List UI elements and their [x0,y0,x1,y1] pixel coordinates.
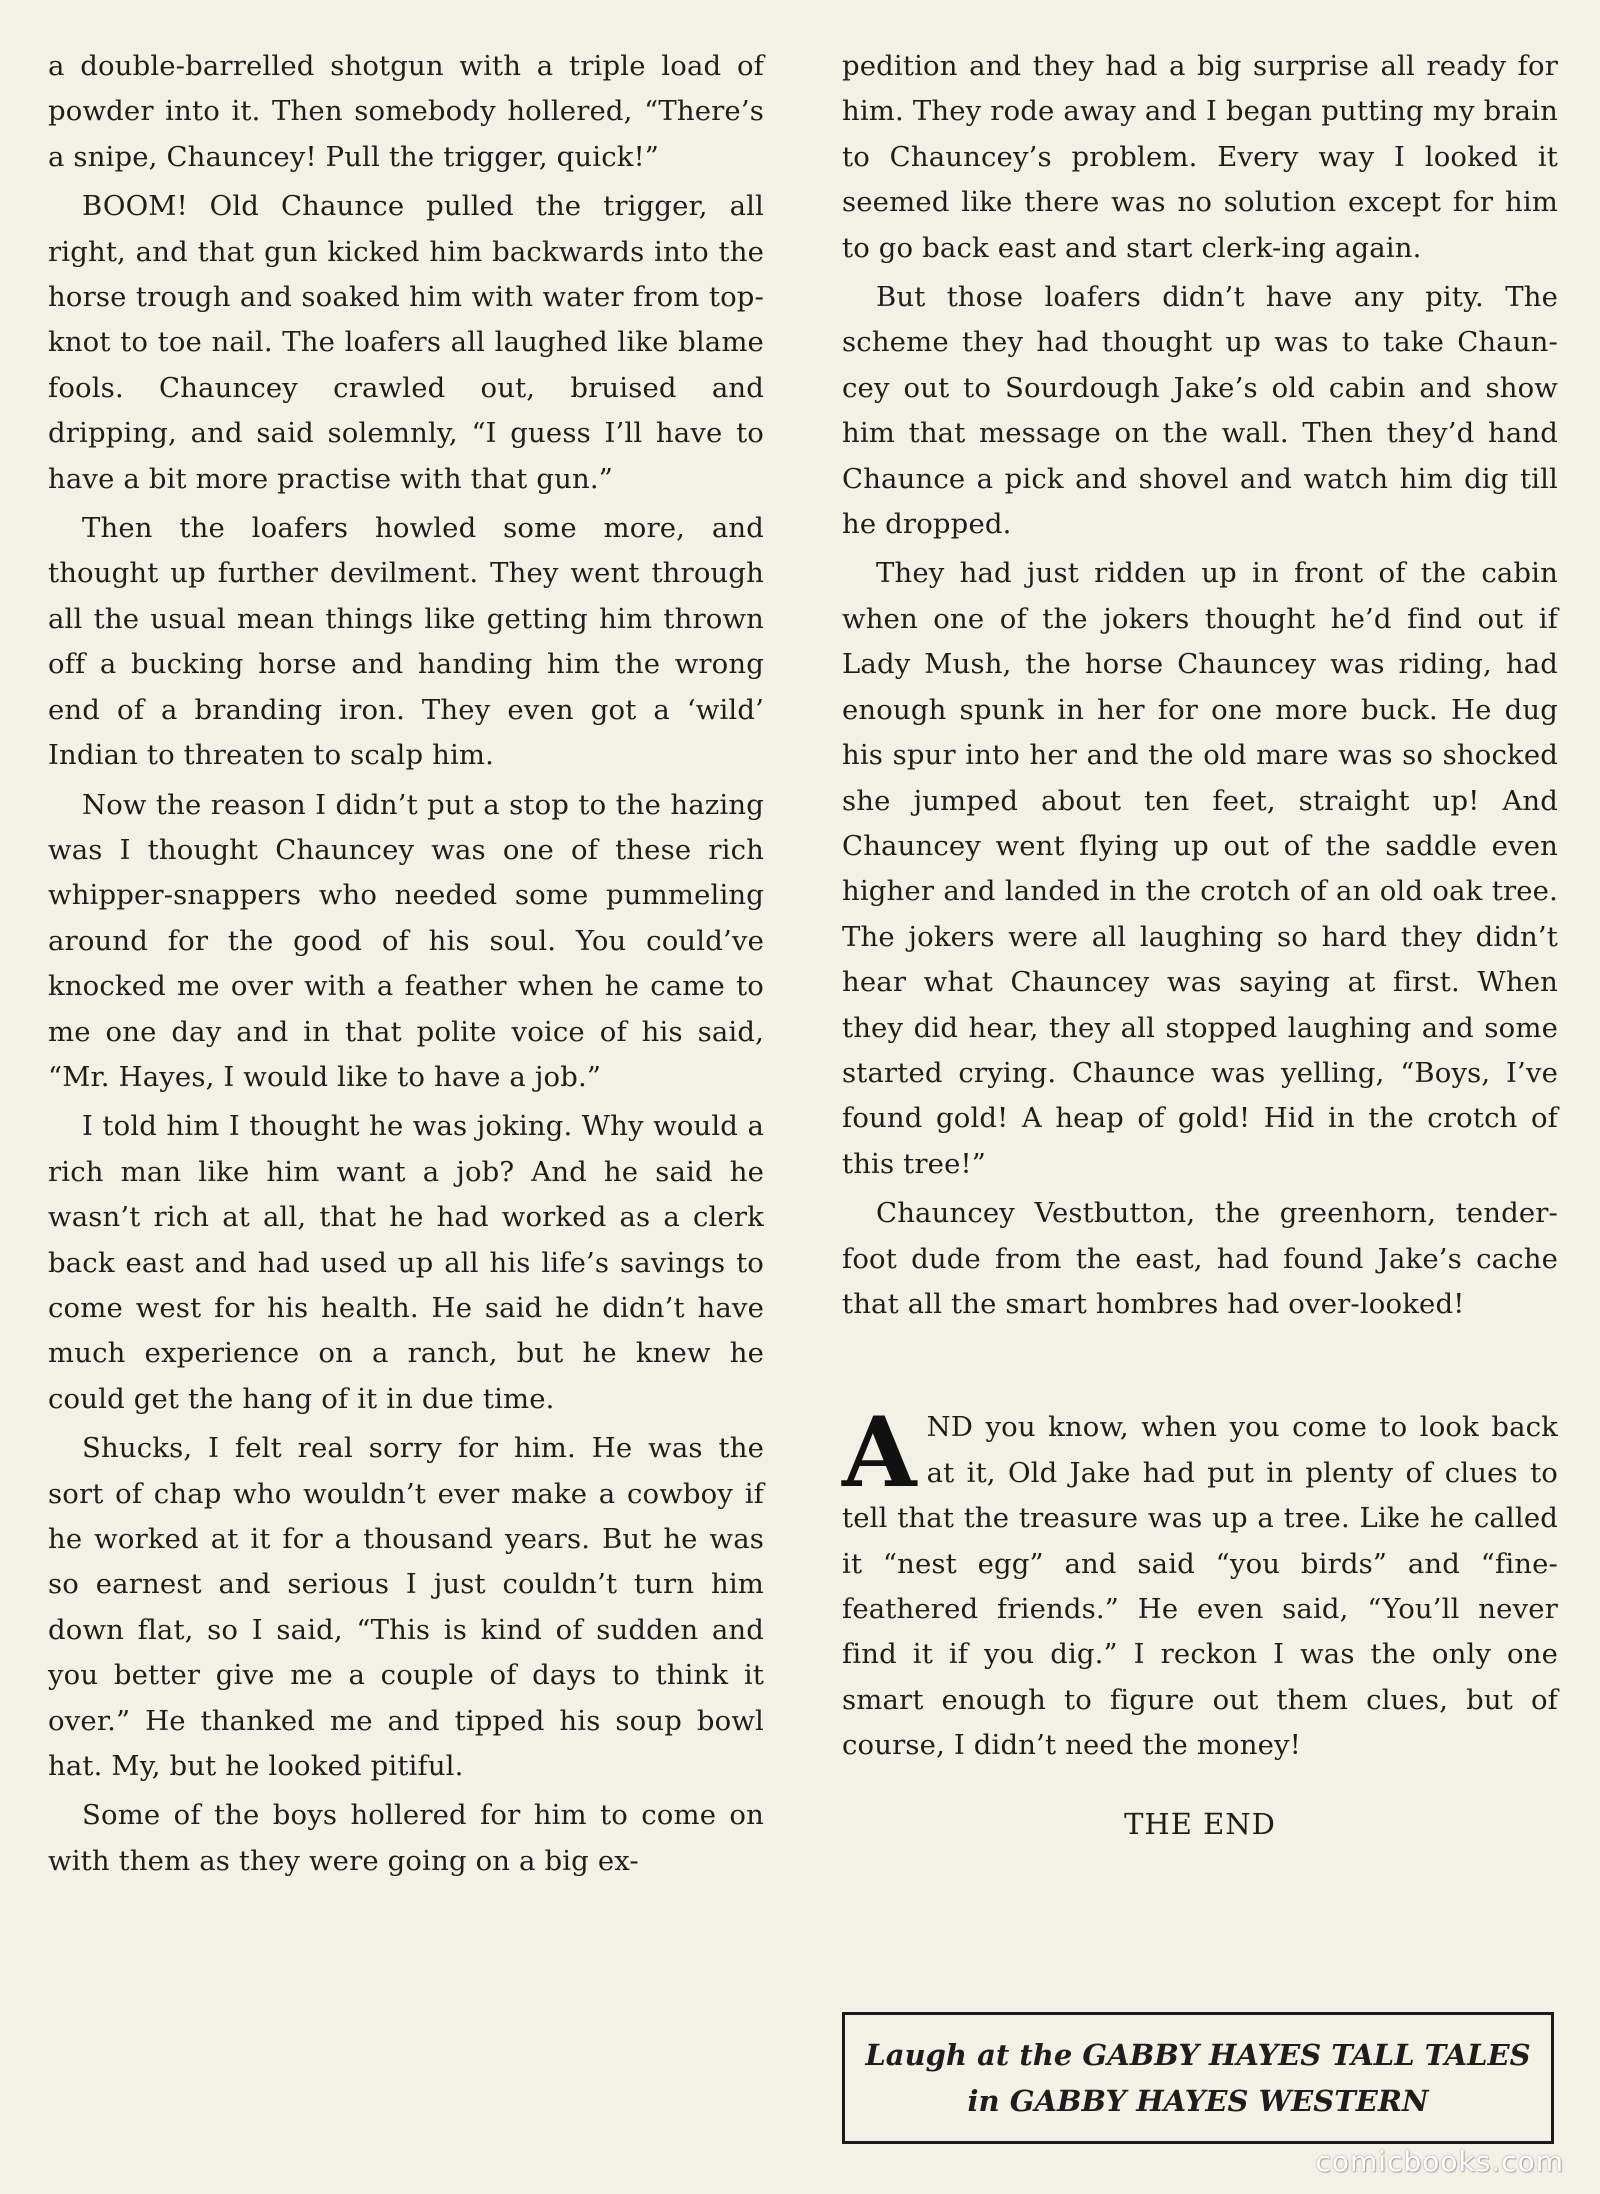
epilogue-paragraph [842,1396,1558,1768]
paragraph: Chauncey Vestbutton, the greenhorn, tender-foot dude from the east, had found Jake’s cache that all the smart hombres had over-looked! [842,1197,1558,1320]
paragraph: Some of the boys hollered for him to come on with them as they were going on a big ex- [48,1799,764,1877]
promo-box [842,2012,1554,2144]
epilogue-text: ND you know, when you come to look back at it, Old Jake had put in plenty of clues to tell that the treasure was up a tree. Like he called it “nest egg” and said “you birds” and “fine-feathered friends.” He even said, “You’ll never find it if you dig.” I reckon I was the only one smart enough to figure out them clues, but of course, I didn’t need the money! [842,1411,1558,1762]
paragraph: Then the loafers howled some more, and thought up further devilment. They went through all the usual mean things like getting him thrown off a bucking horse and handing him the wrong end of a branding iron. They even got a ‘wild’ Indian to threaten to scalp him. [48,512,764,772]
promo-line-2: in GABBY HAYES WESTERN [967,2084,1429,2118]
paragraph: They had just ridden up in front of the cabin when one of the jokers thought he’d find out if Lady Mush, the horse Chauncey was riding, had enough spunk in her for one more buck. He dug his spur into her and the old mare was so shocked she jumped about ten feet, straight up! And Chauncey went flying up out of the saddle even higher and landed in the crotch of an old oak tree. The jokers were all laughing so hard they didn’t hear what Chauncey was saying at first. When they did hear, they all stopped laughing and some started crying. Chaunce was yelling, “Boys, I’ve found gold! A heap of gold! Hid in the crotch of this tree!” [842,557,1558,1180]
paragraph: a double-barrelled shotgun with a triple load of powder into it. Then somebody hollered, “There’s a snipe, Chauncey! Pull the trigger, quick!” [48,50,764,173]
drop-cap: A [842,1396,917,1510]
paragraph: But those loafers didn’t have any pity. The scheme they had thought up was to take Chaun-cey out to Sourdough Jake’s old cabin and show him that message on the wall. Then they’d hand Chaunce a pick and shovel and watch him dig till he dropped. [842,281,1558,541]
promo-line-1: Laugh at the GABBY HAYES TALL TALES [865,2038,1531,2072]
left-column [48,44,764,1888]
paragraph: BOOM! Old Chaunce pulled the trigger, all right, and that gun kicked him backwards into the horse trough and soaked him with water from top-knot to toe nail. The loafers all laughed like blame fools. Chauncey crawled out, bruised and dripping, and said solemnly, “I guess I’ll have to have a bit more practise with that gun.” [48,190,764,495]
paragraph: pedition and they had a big surprise all ready for him. They rode away and I began putting my brain to Chauncey’s problem. Every way I looked it seemed like there was no solution except for him to go back east and start clerk-ing again. [842,50,1558,264]
paragraph: Shucks, I felt real sorry for him. He was the sort of chap who wouldn’t ever make a cowboy if he worked at it for a thousand years. But he was so earnest and serious I just couldn’t turn him down flat, so I said, “This is kind of sudden and you better give me a couple of days to think it over.” He thanked me and tipped his soup bowl hat. My, but he looked pitiful. [48,1432,764,1783]
paragraph: I told him I thought he was joking. Why would a rich man like him want a job? And he said he wasn’t rich at all, that he had worked as a clerk back east and had used up all his life’s savings to come west for his health. He said he didn’t have much experience on a ranch, but he knew he could get the hang of it in due time. [48,1110,764,1415]
the-end-label: THE END [1124,1806,1276,1841]
right-column [842,44,1558,1841]
paragraph: Now the reason I didn’t put a stop to the hazing was I thought Chauncey was one of these rich whipper-snappers who needed some pummeling around for the good of his soul. You could’ve knocked me over with a feather when he came to me one day and in that polite voice of his said, “Mr. Hayes, I would like to have a job.” [48,788,764,1093]
site-watermark: comicbooks.com [1315,2145,1564,2178]
